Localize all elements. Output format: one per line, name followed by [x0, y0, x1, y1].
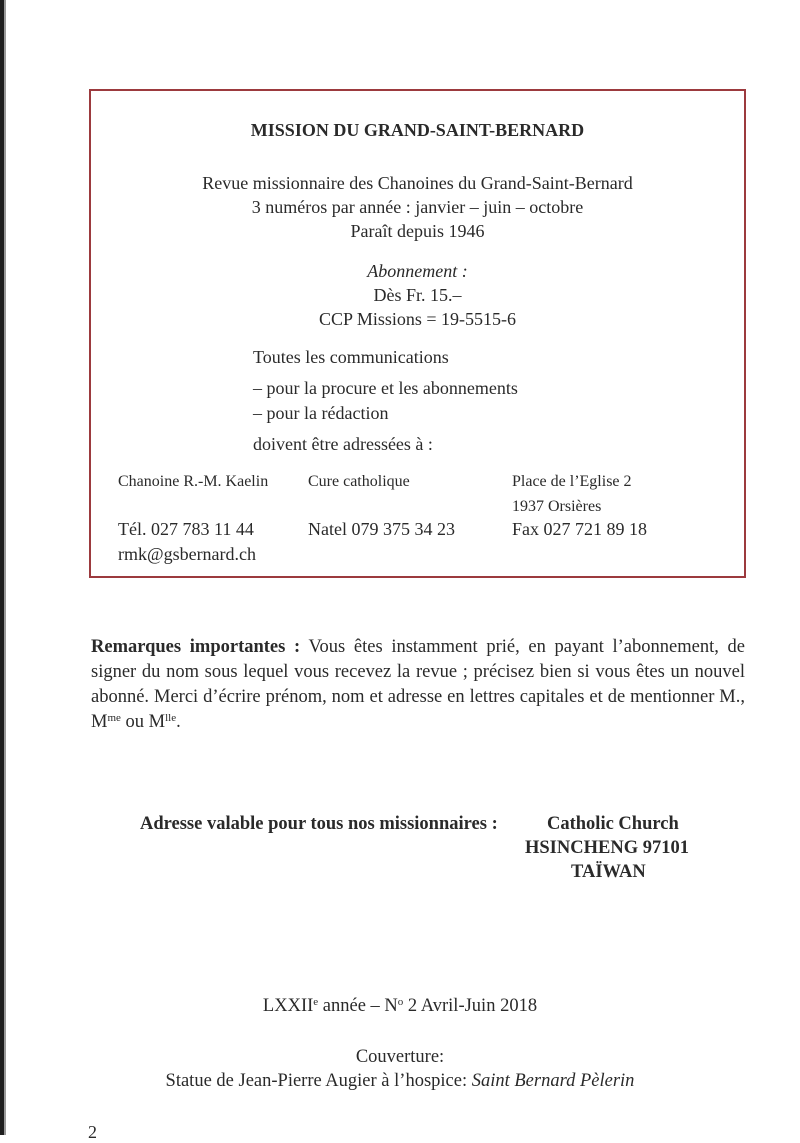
issue-sup-e: e — [313, 996, 319, 1008]
communications-item-redaction: – pour la rédaction — [253, 403, 389, 423]
info-box — [89, 89, 746, 578]
mission-title: MISSION DU GRAND-SAINT-BERNARD — [250, 120, 585, 140]
cover-title: Saint Bernard Pèlerin — [471, 1071, 635, 1091]
contact-email: rmk@gsbernard.ch — [118, 544, 257, 564]
subscription-label: Abonnement : — [367, 261, 468, 281]
missionaries-address-line3: TAÏWAN — [571, 862, 646, 882]
page-number: 2 — [88, 1122, 97, 1142]
missionaries-address-line1: Catholic Church — [547, 814, 679, 834]
contact-street: Place de l’Eglise 2 — [512, 473, 632, 490]
important-remarks — [91, 635, 745, 735]
issue-annee: année – N — [318, 996, 398, 1016]
contact-tel: Tél. 027 783 11 44 — [118, 519, 254, 539]
communications-outro: doivent être adressées à : — [253, 434, 433, 454]
contact-city: 1937 Orsières — [512, 498, 602, 515]
issue-roman: LXXII — [262, 996, 314, 1016]
ccp-account: CCP Missions = 19-5515-6 — [318, 309, 516, 329]
scan-edge-shadow — [4, 0, 6, 1135]
cover-description — [0, 1069, 800, 1093]
issue-info — [0, 994, 800, 1018]
cover-label: Couverture: — [355, 1047, 445, 1067]
issue-sup-o: o — [397, 996, 404, 1008]
subscription-price: Dès Fr. 15.– — [373, 285, 462, 305]
remarks-label: Remarques importantes : — [91, 637, 301, 657]
contact-name: Chanoine R.-M. Kaelin — [118, 473, 269, 490]
contact-natel: Natel 079 375 34 23 — [308, 519, 455, 539]
remarks-sup-lle: lle — [165, 712, 177, 724]
issues-per-year: 3 numéros par année : janvier – juin – octobre — [251, 197, 584, 217]
missionaries-address-line2: HSINCHENG 97101 — [525, 838, 689, 858]
contact-place: Cure catholique — [308, 473, 410, 490]
revue-description: Revue missionnaire des Chanoines du Grand-Saint-Bernard — [202, 173, 633, 193]
remarks-text-ou: ou M — [120, 712, 166, 732]
communications-intro: Toutes les communications — [253, 347, 449, 367]
contact-fax: Fax 027 721 89 18 — [512, 519, 647, 539]
published-since: Paraît depuis 1946 — [350, 221, 485, 241]
issue-rest: 2 Avril-Juin 2018 — [403, 996, 538, 1016]
remarks-sup-me: me — [107, 712, 121, 724]
missionaries-address-label: Adresse valable pour tous nos missionnaires : — [140, 814, 498, 834]
communications-item-procure: – pour la procure et les abonnements — [253, 378, 518, 398]
cover-desc: Statue de Jean-Pierre Augier à l’hospice: — [165, 1071, 472, 1091]
remarks-text-end: . — [176, 712, 181, 732]
remarks-text: Vous êtes instamment prié, en payant l’abonnement, de signer du nom sous lequel vous recevez la revue ; précisez bien si vous êtes un nouvel abonné. Merci d’écrire prénom, nom et adresse en lettres capitales et de mentionner M., M — [91, 637, 745, 732]
